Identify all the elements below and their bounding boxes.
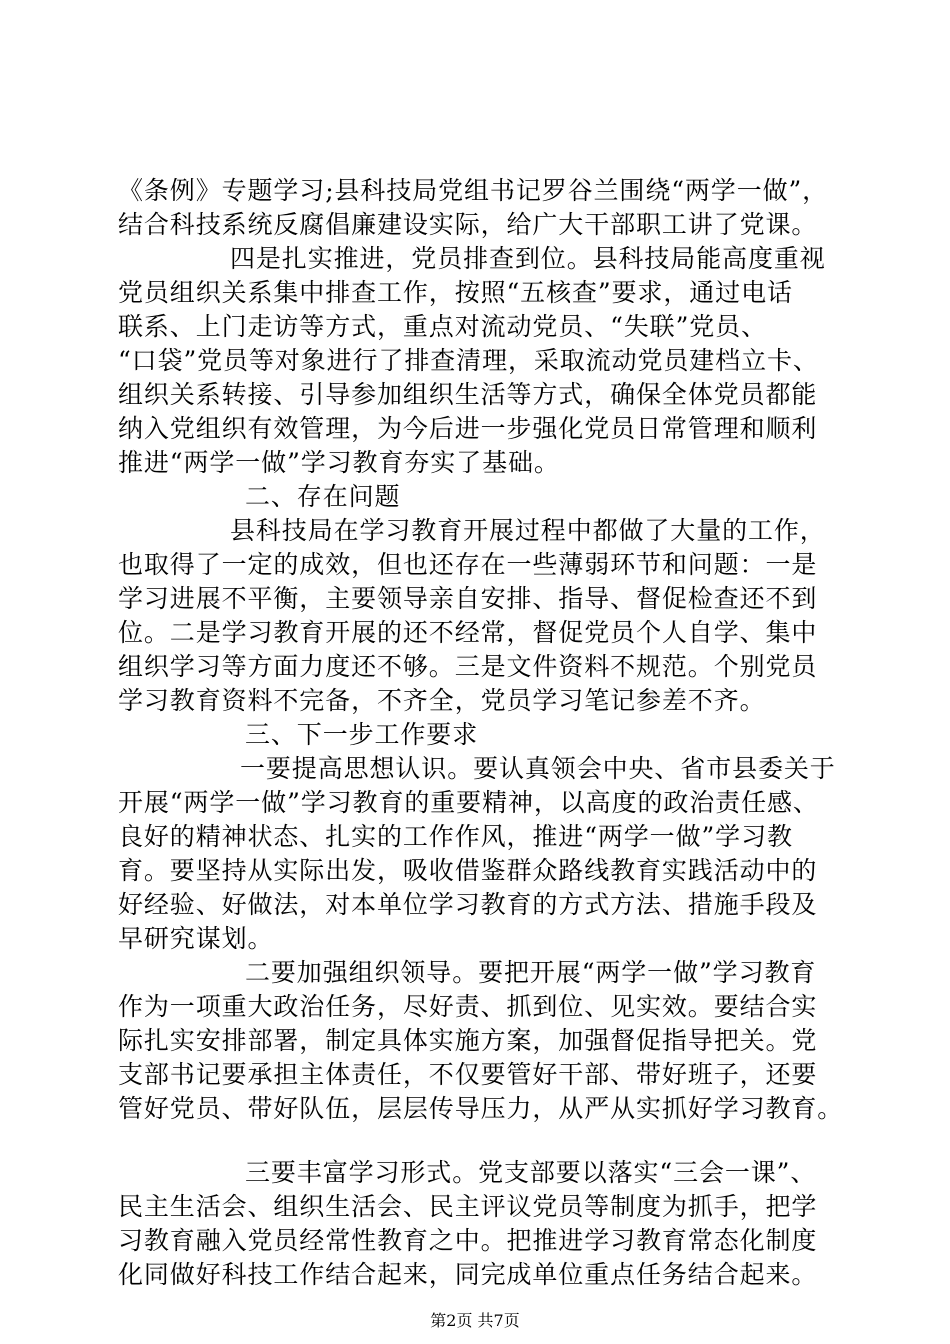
text-line: 好经验、好做法，对本单位学习教育的方式方法、措施手段及 — [118, 890, 818, 919]
text-line: 早研究谋划。 — [118, 924, 274, 953]
text-line: 民主生活会、组织生活会、民主评议党员等制度为抓手，把学 — [118, 1192, 818, 1221]
text-line: 四是扎实推进，党员排查到位。县科技局能高度重视 — [230, 244, 826, 273]
text-line: 组织关系转接、引导参加组织生活等方式，确保全体党员都能 — [118, 380, 818, 409]
text-line: 学习教育资料不完备，不齐全，党员学习笔记参差不齐。 — [118, 686, 766, 715]
text-line: 二要加强组织领导。要把开展“两学一做”学习教育 — [245, 958, 817, 987]
text-line: 一要提高思想认识。要认真领会中央、省市县委关于 — [240, 754, 836, 783]
text-line: 推进“两学一做”学习教育夯实了基础。 — [118, 448, 560, 477]
text-line: 管好党员、带好队伍，层层传导压力，从严从实抓好学习教育。 — [118, 1094, 844, 1123]
text-line: 《条例》专题学习;县科技局党组书记罗谷兰围绕“两学一做”， — [118, 176, 829, 205]
text-line: 习教育融入党员经常性教育之中。把推进学习教育常态化制度 — [118, 1226, 818, 1255]
text-line: 开展“两学一做”学习教育的重要精神，以高度的政治责任感、 — [118, 788, 819, 817]
text-line: 党员组织关系集中排查工作，按照“五核查”要求，通过电话 — [118, 278, 793, 307]
text-line: 育。要坚持从实际出发，吸收借鉴群众路线教育实践活动中的 — [118, 856, 818, 885]
text-line: 际扎实安排部署，制定具体实施方案，加强督促指导把关。党 — [118, 1026, 818, 1055]
text-line: 组织学习等方面力度还不够。三是文件资料不规范。个别党员 — [118, 652, 818, 681]
text-line: 纳入党组织有效管理，为今后进一步强化党员日常管理和顺利 — [118, 414, 818, 443]
text-line: 良好的精神状态、扎实的工作作风，推进“两学一做”学习教 — [118, 822, 793, 851]
section-heading: 三、下一步工作要求 — [245, 720, 479, 749]
text-line: 支部书记要承担主体责任，不仅要管好干部、带好班子，还要 — [118, 1060, 818, 1089]
text-line: 三要丰富学习形式。党支部要以落实“三会一课”、 — [245, 1158, 817, 1187]
text-line: 也取得了一定的成效，但也还存在一些薄弱环节和问题：一是 — [118, 550, 818, 579]
text-line: 结合科技系统反腐倡廉建设实际，给广大干部职工讲了党课。 — [118, 210, 818, 239]
text-line: 学习进展不平衡，主要领导亲自安排、指导、督促检查还不到 — [118, 584, 818, 613]
page-number-footer: 第2页 共7页 — [430, 1311, 520, 1330]
text-line: 联系、上门走访等方式，重点对流动党员、“失联”党员、 — [118, 312, 767, 341]
section-heading: 二、存在问题 — [245, 482, 401, 511]
text-line: “口袋”党员等对象进行了排查清理，采取流动党员建档立卡、 — [118, 346, 819, 375]
text-line: 化同做好科技工作结合起来，同完成单位重点任务结合起来。 — [118, 1260, 818, 1289]
text-line: 县科技局在学习教育开展过程中都做了大量的工作， — [230, 516, 826, 545]
text-line: 作为一项重大政治任务，尽好责、抓到位、见实效。要结合实 — [118, 992, 818, 1021]
text-line: 位。二是学习教育开展的还不经常，督促党员个人自学、集中 — [118, 618, 818, 647]
